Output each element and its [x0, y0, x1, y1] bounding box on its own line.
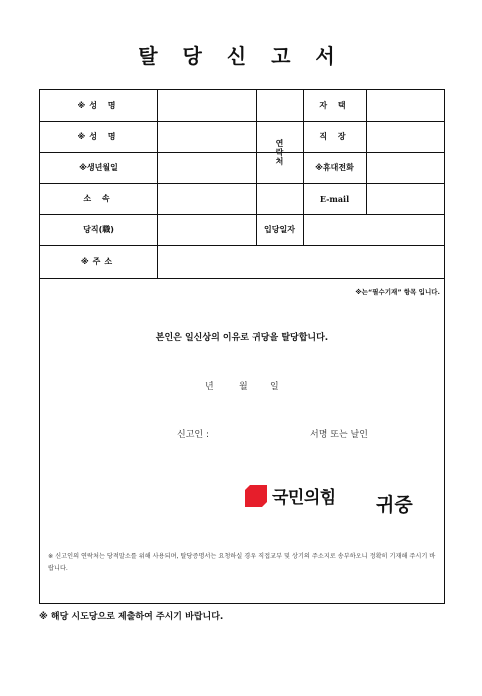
mobile-phone-label: ※휴대전화	[315, 163, 354, 172]
join-date-label: 입당일자	[264, 225, 295, 234]
birthdate-label: ※생년월일	[79, 163, 118, 172]
required-note: ※는“필수기재” 항목 입니다.	[355, 288, 440, 296]
honorific: 귀중	[376, 494, 413, 516]
name-label: ※성 명	[77, 101, 120, 110]
email-label: E-mail	[319, 193, 350, 204]
submission-note: ※ 해당 시도당으로 제출하여 주시기 바랍니다.	[39, 612, 224, 622]
affiliation-label: 소 속	[83, 194, 114, 203]
party-logo-shape	[245, 485, 267, 507]
mobile-phone-field[interactable]	[367, 152, 444, 183]
contact-label: 연락처	[275, 138, 284, 166]
withdrawal-statement: 본인은 일신상의 이유로 귀당을 탈당합니다.	[155, 333, 329, 343]
date-day-label: 일	[270, 382, 279, 392]
position-label: 당직(職)	[83, 225, 114, 234]
date-year-label: 년	[205, 382, 214, 392]
join-date-field[interactable]	[304, 214, 444, 245]
party-name: 국민의힘	[272, 488, 336, 508]
work-phone-field[interactable]	[367, 121, 444, 152]
contact-usage-footnote: ※ 신고인의 연락처는 당적말소를 위해 사용되며, 탈당증명서는 요청하실 경우 직접교부 및 상기의 주소지로 송부하오니 정확히 기재해 주시기 바랍니다.	[48, 553, 436, 572]
address-field[interactable]	[158, 245, 444, 278]
withdrawal-form	[39, 89, 445, 604]
contact-label-cell	[256, 90, 303, 214]
party-logo-icon	[245, 485, 267, 507]
name-hanja-label: ※성 명	[77, 132, 120, 141]
party-logo	[245, 483, 336, 508]
home-phone-field[interactable]	[367, 90, 444, 121]
name-field[interactable]	[158, 90, 256, 121]
date-month-label: 월	[239, 382, 248, 392]
birthdate-field[interactable]	[158, 152, 256, 183]
row-divider	[40, 278, 444, 279]
document-title: 탈 당 신 고 서	[138, 44, 344, 68]
home-phone-label: 자 택	[319, 101, 350, 110]
reporter-label: 신고인 :	[177, 430, 209, 440]
signature-label: 서명 또는 날인	[310, 430, 368, 440]
address-label: ※주소	[80, 257, 117, 266]
work-phone-label: 직 장	[319, 132, 350, 141]
email-field[interactable]	[367, 183, 444, 214]
affiliation-field[interactable]	[158, 183, 256, 214]
name-hanja-field[interactable]	[158, 121, 256, 152]
position-field[interactable]	[158, 214, 256, 245]
